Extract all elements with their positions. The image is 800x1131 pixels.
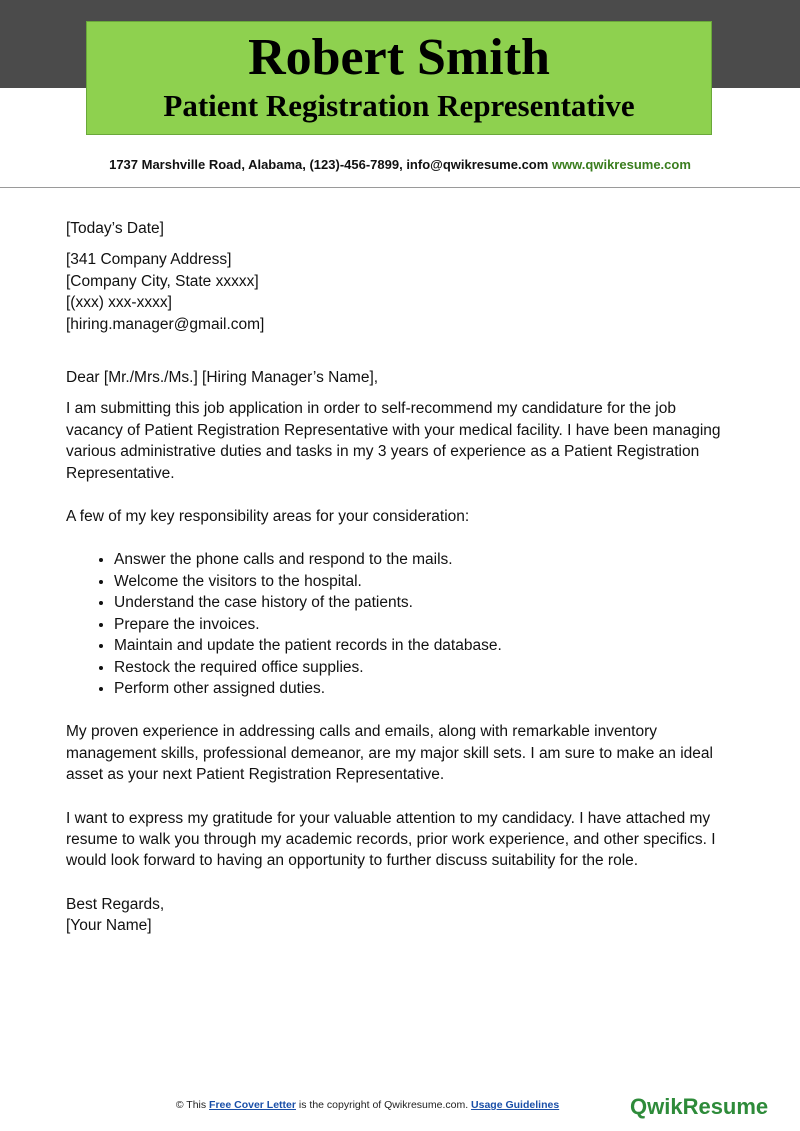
name-banner	[86, 21, 712, 135]
address-line: [(xxx) xxx-xxxx]	[66, 294, 172, 312]
free-cover-letter-link[interactable]: Free Cover Letter	[209, 1099, 296, 1111]
responsibilities-intro: A few of my key responsibility areas for your consideration:	[66, 508, 470, 526]
footer-middle: is the copyright of Qwikresume.com.	[295, 1099, 472, 1111]
footer-prefix: © This	[175, 1099, 210, 1111]
list-item: • Maintain and update the patient records in the database.	[114, 635, 736, 656]
header-divider	[0, 187, 800, 188]
address-line: [hiring.manager@gmail.com]	[66, 315, 265, 333]
qwikresume-logo: QwikResume	[630, 1094, 769, 1119]
list-item: • Welcome the visitors to the hospital.	[114, 571, 736, 592]
contact-line	[0, 157, 800, 172]
letter-body	[66, 218, 736, 937]
signature: [Your Name]	[66, 917, 152, 935]
address-line: [Company City, State xxxxx]	[66, 272, 259, 290]
list-item: • Prepare the invoices.	[114, 614, 736, 635]
address-line: [341 Company Address]	[66, 251, 232, 269]
website-link[interactable]: www.qwikresume.com	[551, 157, 691, 172]
responsibilities-list	[66, 549, 736, 699]
list-item: • Perform other assigned duties.	[114, 678, 736, 699]
paragraph-closing: I want to express my gratitude for your valuable attention to my candidacy. I have attached my resume to walk you through my academic records, prior work experience, and other specifics. I would look forward to having an opportunity to further discuss suitability for the role.	[66, 809, 716, 870]
contact-details: 1737 Marshville Road, Alabama, (123)-456-7899, info@qwikresume.com	[109, 157, 549, 172]
list-item: • Answer the phone calls and respond to the mails.	[114, 549, 736, 570]
salutation: Dear [Mr./Mrs./Ms.] [Hiring Manager’s Name],	[66, 369, 379, 387]
letter-date: [Today’s Date]	[66, 220, 164, 237]
job-title: Patient Registration Representative	[163, 88, 635, 123]
list-item: • Restock the required office supplies.	[114, 657, 736, 678]
usage-guidelines-link[interactable]: Usage Guidelines	[471, 1099, 560, 1111]
closing: Best Regards,	[66, 895, 165, 913]
candidate-name: Robert Smith	[248, 29, 550, 86]
copyright-footer	[0, 1099, 735, 1111]
list-item: • Understand the case history of the patients.	[114, 592, 736, 613]
paragraph-skills: My proven experience in addressing calls and emails, along with remarkable inventory management skills, professional demeanor, are my major skill sets. I am sure to make an ideal asset as your next Patient Registration Representative.	[66, 723, 713, 784]
paragraph-intro: I am submitting this job application in order to self-recommend my candidature for the job vacancy of Patient Registration Representative with your medical facility. I have been managing various administrative duties and tasks in my 3 years of experience as a Patient Registration Representative.	[66, 400, 721, 482]
